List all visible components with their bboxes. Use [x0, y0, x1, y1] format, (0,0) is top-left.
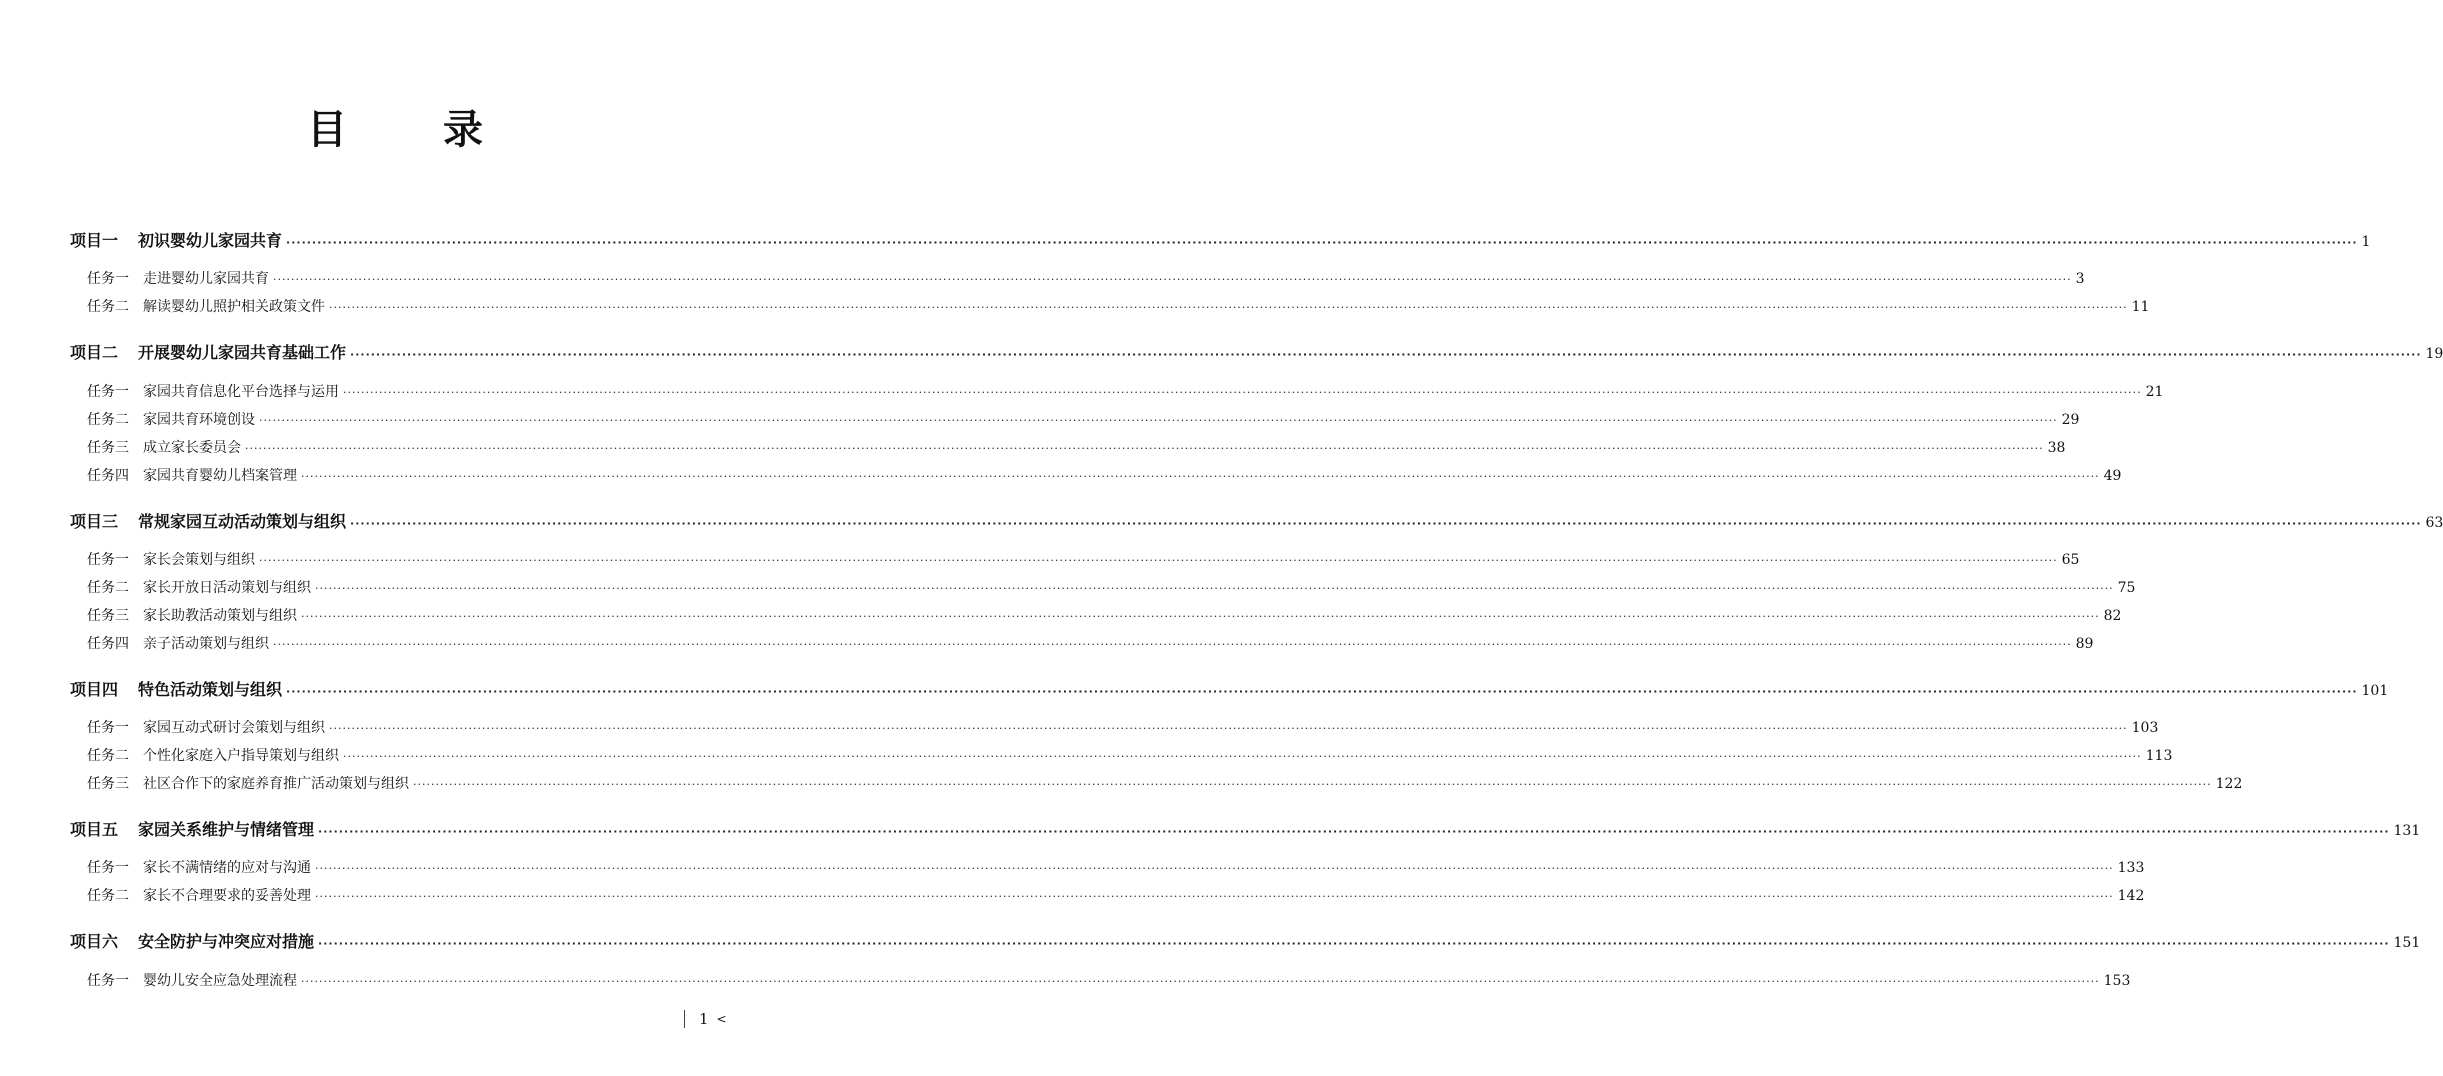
toc-entry-number: 任务二 — [87, 748, 129, 764]
toc-entry-number: 项目四 — [70, 680, 119, 699]
toc-project-entry[interactable] — [0, 677, 2389, 701]
title-char-1: 目 — [307, 107, 347, 153]
toc-page-number: 142 — [2117, 888, 2145, 904]
toc-leader-dots: ················································································································································································································································································································································································································ — [329, 301, 2128, 314]
toc-task-entry[interactable] — [0, 717, 2159, 741]
toc-leader-dots: ················································································································································································································································································································································································································ — [315, 582, 2114, 595]
toc-page-number: 122 — [2215, 776, 2243, 792]
toc-page-number: 29 — [2061, 412, 2080, 428]
toc-project-entry[interactable] — [0, 929, 2421, 953]
toc-entry-title — [70, 228, 282, 251]
toc-entry-title — [87, 381, 339, 401]
toc-entry-label: 常规家园互动活动策划与组织 — [138, 512, 347, 531]
toc-page-number: 75 — [2117, 580, 2136, 596]
toc-task-entry[interactable] — [0, 409, 2080, 433]
toc-entry-label: 家长会策划与组织 — [143, 552, 255, 568]
toc-leader-dots: ················································································································································································································································································································································································································ — [343, 750, 2142, 763]
toc-project-entry[interactable] — [0, 817, 2421, 841]
toc-entry-label: 走进婴幼儿家园共育 — [143, 271, 269, 287]
toc-entry-label: 家园互动式研讨会策划与组织 — [143, 720, 325, 736]
toc-entry-title — [70, 677, 282, 700]
toc-project-entry[interactable] — [0, 340, 2443, 364]
toc-entry-label: 家长开放日活动策划与组织 — [143, 580, 311, 596]
toc-entry-number: 任务二 — [87, 888, 129, 904]
toc-entry-label: 家园关系维护与情绪管理 — [138, 820, 315, 839]
footer-divider — [684, 1010, 685, 1028]
toc-leader-dots: ················································································································································································································································································································································································································ — [273, 273, 2072, 286]
toc-leader-dots: ················································································································································································································································································································································································································ — [259, 554, 2058, 567]
toc-entry-number: 项目三 — [70, 512, 119, 531]
toc-entry-label: 成立家长委员会 — [143, 440, 241, 456]
toc-task-entry[interactable] — [0, 773, 2243, 797]
toc-entry-label: 家长不合理要求的妥善处理 — [143, 888, 311, 904]
toc-entry-number: 任务一 — [87, 384, 129, 400]
toc-leader-dots: ················································································································································································································································································································································································································ — [350, 517, 2422, 530]
toc-page-number: 89 — [2075, 636, 2094, 652]
toc-leader-dots: ················································································································································································································································································································································································································ — [301, 975, 2100, 988]
page-title — [0, 98, 790, 155]
toc-entry-title — [70, 340, 346, 363]
toc-entry-title — [87, 577, 311, 597]
toc-entry-title — [87, 268, 269, 288]
toc-page-number: 11 — [2131, 299, 2150, 315]
toc-entry-label: 亲子活动策划与组织 — [143, 636, 269, 652]
toc-entry-title — [87, 605, 297, 625]
toc-leader-dots: ················································································································································································································································································································································································································ — [286, 685, 2358, 698]
toc-entry-label: 解读婴幼儿照护相关政策文件 — [143, 299, 325, 315]
toc-page-number: 82 — [2103, 608, 2122, 624]
toc-leader-dots: ················································································································································································································································································································································································································ — [301, 610, 2100, 623]
toc-entry-title — [87, 717, 325, 737]
toc-page-number: 101 — [2361, 683, 2389, 699]
toc-entry-number: 任务二 — [87, 580, 129, 596]
toc-entry-title — [70, 929, 314, 952]
toc-entry-label: 个性化家庭入户指导策划与组织 — [143, 748, 339, 764]
toc-task-entry[interactable] — [0, 549, 2080, 573]
toc-task-entry[interactable] — [0, 381, 2164, 405]
toc-leader-dots: ················································································································································································································································································································································································································ — [259, 414, 2058, 427]
toc-page-number: 1 — [2361, 234, 2371, 250]
toc-task-entry[interactable] — [0, 745, 2173, 769]
toc-task-entry[interactable] — [0, 268, 2085, 292]
toc-leader-dots: ················································································································································································································································································································································································································ — [318, 937, 2390, 950]
toc-leader-dots: ················································································································································································································································································································································································································ — [413, 778, 2212, 791]
toc-leader-dots: ················································································································································································································································································································································································································ — [315, 862, 2114, 875]
toc-entry-number: 任务四 — [87, 636, 129, 652]
toc-task-entry[interactable] — [0, 857, 2145, 881]
toc-entry-label: 社区合作下的家庭养育推广活动策划与组织 — [143, 776, 409, 792]
toc-leader-dots: ················································································································································································································································································································································································································ — [273, 638, 2072, 651]
toc-entry-number: 任务二 — [87, 412, 129, 428]
toc-page-number: 49 — [2103, 468, 2122, 484]
toc-entry-label: 特色活动策划与组织 — [138, 680, 283, 699]
toc-entry-label: 初识婴幼儿家园共育 — [138, 231, 283, 250]
toc-entry-title — [87, 970, 297, 990]
toc-entry-number: 任务一 — [87, 720, 129, 736]
toc-page-number: 21 — [2145, 384, 2164, 400]
toc-leader-dots: ················································································································································································································································································································································································································ — [329, 722, 2128, 735]
toc-entry-number: 任务一 — [87, 973, 129, 989]
toc-entry-title — [87, 296, 325, 316]
toc-entry-number: 任务一 — [87, 271, 129, 287]
toc-page-number: 131 — [2393, 823, 2421, 839]
toc-entry-label: 婴幼儿安全应急处理流程 — [143, 973, 297, 989]
page-footer — [684, 1010, 727, 1028]
toc-page-number: 103 — [2131, 720, 2159, 736]
title-char-2: 录 — [443, 107, 483, 153]
toc-page-number: 63 — [2425, 515, 2443, 531]
toc-entry-number: 任务一 — [87, 860, 129, 876]
toc-entry-number: 任务一 — [87, 552, 129, 568]
toc-entry-title — [87, 633, 269, 653]
toc-leader-dots: ················································································································································································································································································································································································································ — [286, 236, 2358, 249]
toc-task-entry[interactable] — [0, 885, 2145, 909]
toc-entry-number: 任务三 — [87, 776, 129, 792]
toc-task-entry[interactable] — [0, 970, 2131, 994]
toc-leader-dots: ················································································································································································································································································································································································································ — [301, 470, 2100, 483]
toc-project-entry[interactable] — [0, 509, 2443, 533]
toc-entry-title — [87, 437, 241, 457]
toc-entry-title — [70, 509, 346, 532]
toc-page-number: 19 — [2425, 346, 2443, 362]
toc-leader-dots: ················································································································································································································································································································································································································ — [343, 386, 2142, 399]
toc-project-entry[interactable] — [0, 228, 2371, 252]
toc-entry-title — [87, 549, 255, 569]
toc-entry-number: 项目六 — [70, 932, 119, 951]
toc-entry-number: 项目二 — [70, 343, 119, 362]
footer-page-number: 1 — [699, 1010, 709, 1028]
toc-entry-label: 家长助教活动策划与组织 — [143, 608, 297, 624]
toc-entry-label: 家园共育环境创设 — [143, 412, 255, 428]
footer-arrow-icon: < — [716, 1012, 727, 1026]
toc-entry-number: 任务二 — [87, 299, 129, 315]
toc-page-number: 65 — [2061, 552, 2080, 568]
toc-entry-label: 安全防护与冲突应对措施 — [138, 932, 315, 951]
toc-entry-label: 开展婴幼儿家园共育基础工作 — [138, 343, 347, 362]
toc-task-entry[interactable] — [0, 633, 2094, 657]
toc-entry-number: 项目五 — [70, 820, 119, 839]
toc-entry-title — [87, 885, 311, 905]
toc-task-entry[interactable] — [0, 577, 2136, 601]
toc-entry-number: 项目一 — [70, 231, 119, 250]
toc-leader-dots: ················································································································································································································································································································································································································ — [350, 348, 2422, 361]
toc-leader-dots: ················································································································································································································································································································································································································ — [315, 890, 2114, 903]
toc-task-entry[interactable] — [0, 296, 2150, 320]
toc-entry-title — [87, 745, 339, 765]
toc-entry-title — [87, 409, 255, 429]
toc-entry-title — [70, 817, 314, 840]
toc-entry-number: 任务三 — [87, 608, 129, 624]
toc-entry-label: 家长不满情绪的应对与沟通 — [143, 860, 311, 876]
toc-entry-number: 任务四 — [87, 468, 129, 484]
toc-page-number: 133 — [2117, 860, 2145, 876]
toc-task-entry[interactable] — [0, 465, 2122, 489]
toc-leader-dots: ················································································································································································································································································································································································································ — [245, 442, 2044, 455]
toc-leader-dots: ················································································································································································································································································································································································································ — [318, 825, 2390, 838]
toc-page-number: 3 — [2075, 271, 2085, 287]
toc-task-entry[interactable] — [0, 605, 2122, 629]
toc-entry-label: 家园共育信息化平台选择与运用 — [143, 384, 339, 400]
toc-entry-title — [87, 773, 409, 793]
toc-entry-title — [87, 465, 297, 485]
toc-entry-label: 家园共育婴幼儿档案管理 — [143, 468, 297, 484]
toc-page-number: 153 — [2103, 973, 2131, 989]
toc-entry-title — [87, 857, 311, 877]
toc-entry-number: 任务三 — [87, 440, 129, 456]
toc-page-number: 151 — [2393, 935, 2421, 951]
toc-page-number: 38 — [2047, 440, 2066, 456]
toc-task-entry[interactable] — [0, 437, 2066, 461]
toc-page-number: 113 — [2145, 748, 2173, 764]
